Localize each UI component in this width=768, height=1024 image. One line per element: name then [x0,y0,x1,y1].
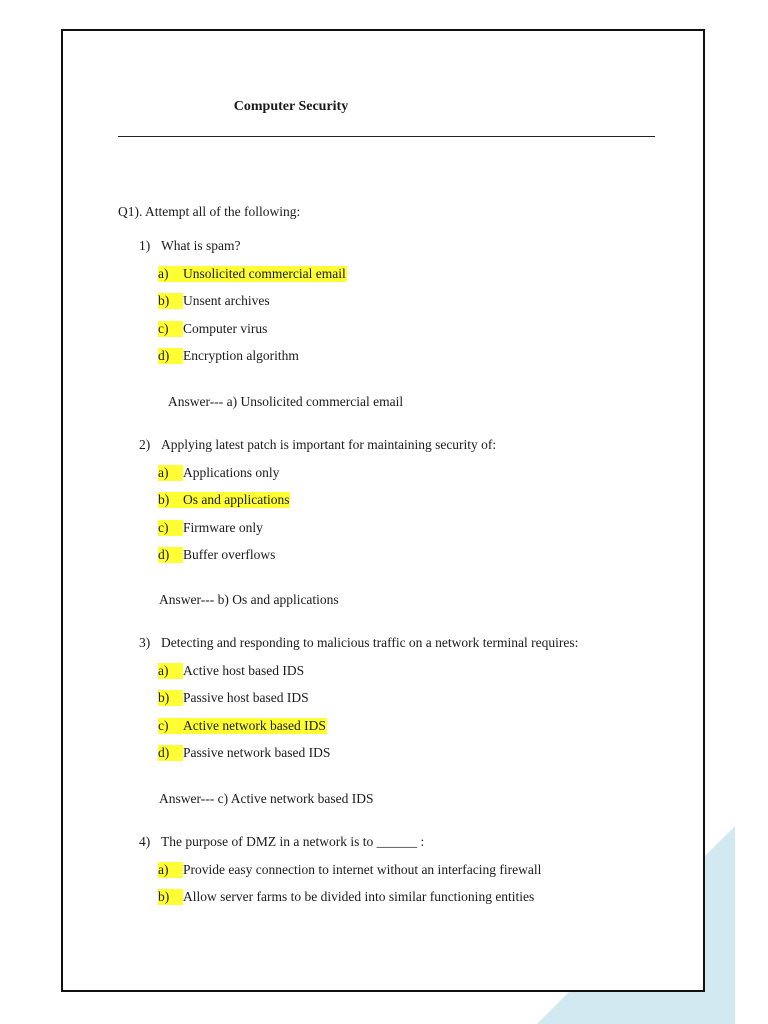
option-b [139,688,578,708]
option-text: Passive network based IDS [183,745,331,761]
option-letter: d) [158,745,183,761]
option-letter: b) [158,889,183,905]
question-number: 3) [139,635,151,650]
option-d [139,743,578,763]
option-text: Provide easy connection to internet without an interfacing firewall [183,861,542,877]
question-4 [139,832,541,907]
option-text: Allow server farms to be divided into similar functioning entities [183,889,535,905]
question-number: 2) [139,437,151,452]
option-letter: a) [158,663,183,679]
question-1 [139,236,347,366]
option-text: Buffer overflows [183,547,276,563]
option-a [139,860,541,880]
option-text: Unsolicited commercial email [183,265,346,281]
question-2 [139,435,496,565]
question-text: Detecting and responding to malicious traffic on a network terminal requires: [161,635,579,650]
question-number: 1) [139,238,151,253]
option-letter: a) [158,862,183,878]
answer-2: Answer--- b) Os and applications [159,592,339,607]
option-text: Encryption algorithm [183,348,299,364]
option-letter: b) [158,690,183,706]
option-a [139,661,578,681]
option-letter: b) [158,492,183,508]
option-c [139,716,578,736]
option-d [139,346,347,366]
section-intro: Q1). Attempt all of the following: [118,204,301,219]
option-text: Active host based IDS [183,662,305,678]
document-page [61,29,705,992]
option-letter: a) [158,465,183,481]
question-text: Applying latest patch is important for maintaining security of: [161,437,497,452]
option-text: Passive host based IDS [183,690,309,706]
option-letter: a) [158,266,183,282]
document-title: Computer Security [233,99,349,114]
option-letter: d) [158,348,183,364]
option-letter: c) [158,520,183,536]
option-letter: c) [158,718,183,734]
option-text: Os and applications [183,492,290,508]
option-c [139,518,496,538]
option-text: Computer virus [183,320,268,336]
option-c [139,319,347,339]
option-a [139,463,496,483]
option-letter: c) [158,321,183,337]
question-number: 4) [139,834,151,849]
option-text: Firmware only [183,519,263,535]
question-text: The purpose of DMZ in a network is to ______ : [161,834,425,849]
option-b [139,887,541,907]
answer-1: Answer--- a) Unsolicited commercial email [168,394,404,409]
question-text: What is spam? [161,238,241,253]
option-b [139,291,347,311]
option-letter: b) [158,293,183,309]
title-divider [118,136,655,137]
option-a [139,264,347,284]
option-d [139,545,496,565]
option-text: Active network based IDS [183,717,326,733]
option-letter: d) [158,547,183,563]
question-3 [139,633,578,763]
option-b [139,490,496,510]
option-text: Unsent archives [183,293,270,309]
option-text: Applications only [183,464,280,480]
answer-3: Answer--- c) Active network based IDS [159,791,374,806]
